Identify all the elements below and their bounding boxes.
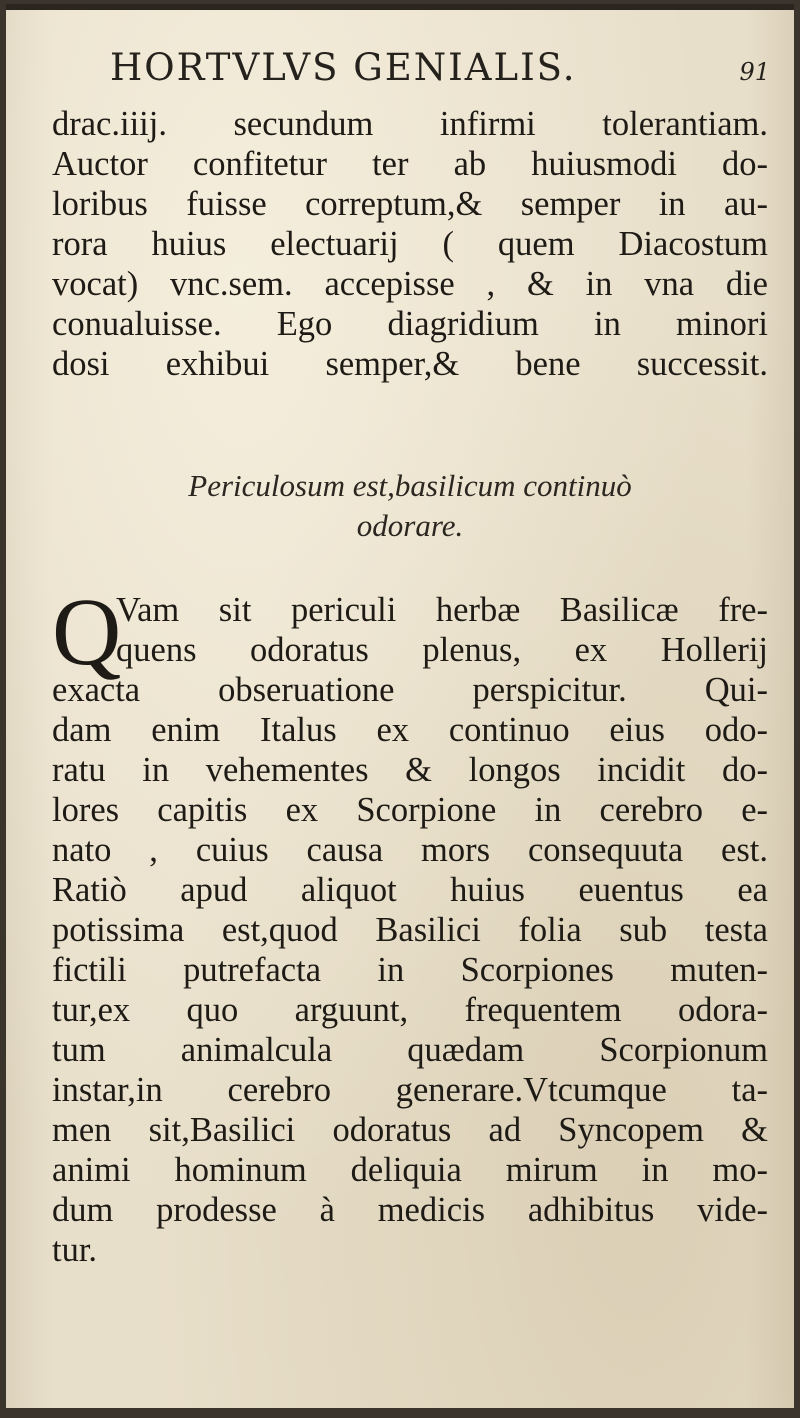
text-line: dum prodesse à medicis adhibitus vide- [52, 1191, 768, 1229]
page-top-edge [6, 4, 794, 10]
text-line: Vam sit periculi herbæ Basilicæ fre- [116, 591, 768, 629]
text-line: quens odoratus plenus, ex Hollerij [116, 631, 768, 669]
text-line: lores capitis ex Scorpione in cerebro e- [52, 791, 768, 829]
page-header [46, 46, 770, 102]
text-line: drac.iiij. secundum infirmi tolerantiam. [52, 105, 768, 143]
text-line: vocat) vnc.sem. accepisse , & in vna die [52, 265, 768, 303]
text-line: fictili putrefacta in Scorpiones muten- [52, 951, 768, 989]
text-line: potissima est,quod Basilici folia sub testa [52, 911, 768, 949]
section-heading-line: odorare. [356, 508, 464, 543]
text-line: tur,ex quo arguunt, frequentem odora- [52, 991, 768, 1029]
drop-cap: Q [52, 578, 122, 685]
text-line: conualuisse. Ego diagridium in minori [52, 305, 768, 343]
text-line: nato , cuius causa mors consequuta est. [52, 831, 768, 869]
section-heading [52, 466, 768, 546]
text-line: instar,in cerebro generare.Vtcumque ta- [52, 1071, 768, 1109]
text-line: animi hominum deliquia mirum in mo- [52, 1151, 768, 1189]
text-line: rora huius electuarij ( quem Diacostum [52, 225, 768, 263]
paragraph-1 [52, 104, 768, 384]
text-line: dam enim Italus ex continuo eius odo- [52, 711, 768, 749]
text-line: exacta obseruatione perspicitur. Qui- [52, 671, 768, 709]
text-line: men sit,Basilici odoratus ad Syncopem & [52, 1111, 768, 1149]
text-line: tur. [52, 1231, 98, 1269]
page-number: 91 [739, 58, 770, 86]
paragraph-2 [52, 578, 768, 1270]
text-line: Ratiò apud aliquot huius euentus ea [52, 871, 768, 909]
text-line: Auctor confitetur ter ab huiusmodi do- [52, 145, 768, 183]
section-heading-line: Periculosum est,basilicum continuò [188, 468, 632, 503]
text-line: tum animalcula quædam Scorpionum [52, 1031, 768, 1069]
running-title: HORTVLVS GENIALIS. [110, 46, 577, 89]
book-page [6, 4, 794, 1408]
text-line: loribus fuisse correptum,& semper in au- [52, 185, 768, 223]
text-line: ratu in vehementes & longos incidit do- [52, 751, 768, 789]
text-line: dosi exhibui semper,& bene successit. [52, 345, 768, 383]
